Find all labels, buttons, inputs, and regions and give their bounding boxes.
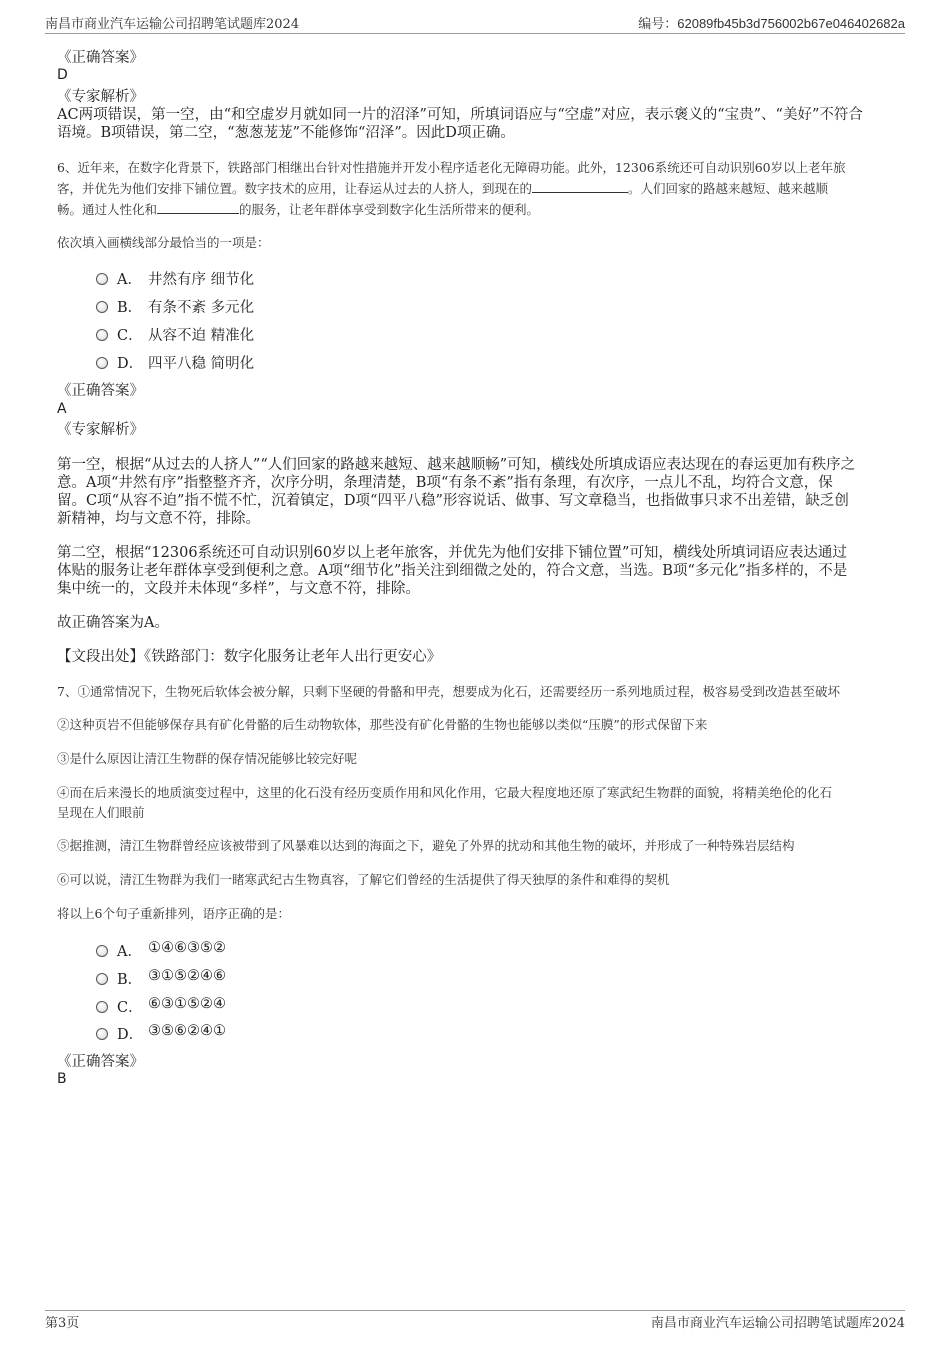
q6-stem-text: 客，并优先为他们安排下铺位置。数字技术的应用，让春运从过去的人挤人，到现在的 (57, 181, 533, 196)
q5-analysis-heading: 《专家解析》 (57, 89, 144, 105)
option-text: ③⑤⑥②④① (148, 1023, 226, 1039)
q6-conclusion: 故正确答案为A。 (57, 615, 169, 631)
q5-analysis-line: AC两项错误，第一空，由“和空虚岁月就如同一片的沼泽”可知，所填词语应与“空虚”对应，表示褒义的“宝贵”、“美好”不符合 (57, 107, 863, 123)
option-text: ③①⑤②④⑥ (148, 968, 226, 984)
radio-icon[interactable] (96, 273, 108, 285)
q6-blank-1 (532, 180, 628, 193)
q6-analysis-line: 第二空，根据“12306系统还可自动识别60岁以上老年旅客，并优先为他们安排下铺位置”可知，横线处所填词语应表达通过 (57, 545, 847, 561)
q7-sentence: ③是什么原因让清江生物群的保存情况能够比较完好呢 (57, 751, 358, 766)
q6-source: 【文段出处】《铁路部门：数字化服务让老年人出行更安心》 (57, 649, 442, 665)
page-number: 第3页 (45, 1316, 80, 1331)
option-text: 有条不紊 多元化 (148, 300, 255, 316)
q6-analysis-line: 体贴的服务让老年群体享受到便利之意。A项“细节化”指关注到细微之处的，符合文意，当选。B项“多元化”指多样的，不是 (57, 563, 848, 579)
option-text: 四平八稳 简明化 (148, 356, 255, 372)
q6-analysis-line: 集中统一的，文段并未体现“多样”，与文意不符，排除。 (57, 581, 420, 597)
q6-stem-line (57, 199, 893, 220)
radio-icon[interactable] (96, 973, 108, 985)
q6-stem-text: 。人们回家的路越来越短、越来越顺 (628, 181, 829, 196)
q6-analysis-line: 意。A项“井然有序”指整整齐齐，次序分明，条理清楚，B项“有条不紊”指有条理，有次序，一点儿不乱，均符合文意，保 (57, 475, 833, 491)
q7-prompt: 将以上6个句子重新排列，语序正确的是： (57, 906, 290, 921)
radio-icon[interactable] (96, 1001, 108, 1013)
q5-answer: D (57, 67, 68, 83)
q6-stem-text: 的服务，让老年群体享受到数字化生活所带来的便利。 (239, 202, 540, 217)
page-footer (45, 1312, 905, 1332)
q7-sentence: ⑤据推测，清江生物群曾经应该被带到了风暴难以达到的海面之下，避免了外界的扰动和其他生物的破坏，并形成了一种特殊岩层结构 (57, 838, 795, 853)
footer-divider (45, 1310, 905, 1311)
q6-analysis-line: 留。C项“从容不迫”指不慌不忙，沉着镇定，D项“四平八稳”形容说话、做事、写文章稳当，也指做事只求不出差错，缺乏创 (57, 493, 849, 509)
option-label: A． (117, 272, 142, 288)
q7-answer: B (57, 1071, 67, 1087)
q7-sentence: 7、①通常情况下，生物死后软体会被分解，只剩下坚硬的骨骼和甲壳，想要成为化石，还需要经历一系列地质过程，极容易受到改造甚至破坏 (57, 684, 840, 699)
q6-analysis-heading: 《专家解析》 (57, 422, 144, 438)
option-label: B． (117, 972, 143, 988)
page-header (45, 13, 905, 33)
q6-analysis-line: 第一空，根据“从过去的人挤人”“人们回家的路越来越短、越来越顺畅”可知，横线处所填成语应表达现在的春运更加有秩序之 (57, 457, 856, 473)
option-label: A． (117, 944, 142, 960)
option-text: ①④⑥③⑤② (148, 940, 226, 956)
q7-sentence: 呈现在人们眼前 (57, 805, 145, 820)
header-code: 编号：62089fb45b3d756002b67e046402682a (638, 16, 905, 31)
q7-sentence: ⑥可以说，清江生物群为我们一睹寒武纪古生物真容，了解它们曾经的生活提供了得天独厚的条件和难得的契机 (57, 872, 670, 887)
q7-answer-heading: 《正确答案》 (57, 1054, 144, 1070)
option-label: D． (117, 1027, 144, 1043)
q6-blank-2 (157, 201, 239, 214)
q6-prompt: 依次填入画横线部分最恰当的一项是： (57, 235, 270, 250)
q6-answer: A (57, 401, 67, 417)
radio-icon[interactable] (96, 945, 108, 957)
q7-sentence: ④而在后来漫长的地质演变过程中，这里的化石没有经历变质作用和风化作用，它最大程度地还原了寒武纪生物群的面貌，将精美绝伦的化石 (57, 785, 833, 800)
q5-answer-heading: 《正确答案》 (57, 50, 144, 66)
option-label: B． (117, 300, 143, 316)
radio-icon[interactable] (96, 1028, 108, 1040)
radio-icon[interactable] (96, 329, 108, 341)
option-text: ⑥③①⑤②④ (148, 996, 226, 1012)
q7-sentence: ②这种页岩不但能够保存具有矿化骨骼的后生动物软体，那些没有矿化骨骼的生物也能够以类似“压膜”的形式保留下来 (57, 717, 708, 732)
radio-icon[interactable] (96, 301, 108, 313)
header-divider (45, 33, 905, 34)
q6-answer-heading: 《正确答案》 (57, 383, 144, 399)
option-label: D． (117, 356, 144, 372)
q6-stem-text: 畅。通过人性化和 (57, 202, 158, 217)
q6-analysis-line: 新精神，均与文意不符，排除。 (57, 511, 260, 527)
q6-stem-line: 6、近年来，在数字化背景下，铁路部门相继出台针对性措施并开发小程序适老化无障碍功能。此外，12306系统还可自动识别60岁以上老年旅 (57, 160, 846, 175)
footer-title: 南昌市商业汽车运输公司招聘笔试题库2024 (650, 1316, 905, 1331)
q5-analysis-line: 语境。B项错误，第二空，“葱葱茏茏”不能修饰“沼泽”。因此D项正确。 (57, 125, 515, 141)
header-title: 南昌市商业汽车运输公司招聘笔试题库2024 (45, 17, 300, 32)
option-text: 从容不迫 精准化 (148, 328, 255, 344)
radio-icon[interactable] (96, 357, 108, 369)
option-label: C． (117, 1000, 143, 1016)
q6-stem-line (57, 178, 893, 199)
option-label: C． (117, 328, 143, 344)
option-text: 井然有序 细节化 (148, 272, 255, 288)
